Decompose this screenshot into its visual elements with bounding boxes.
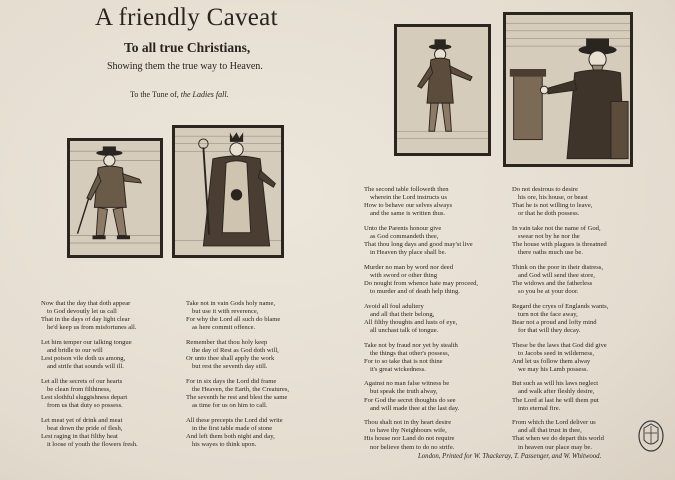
verse-line: but use it with reverence, [192, 308, 259, 316]
verse-line: And left them both night and day, [186, 432, 275, 440]
subtitle-dedication: To all true Christians, [124, 40, 251, 55]
verse-line: Do nought from whence hate may proceed, [364, 279, 479, 287]
verse-line: as time for us on him to call. [192, 402, 268, 410]
verse-line: All these precepts the Lord did write [186, 416, 283, 424]
verse-line: That he is not willing to leave, [512, 202, 593, 210]
verse-line: to have thy Neighbours wife, [370, 427, 447, 435]
woodcut-seated-bearded-man [503, 12, 633, 167]
verse-line: Unto the Parents honour give [364, 224, 442, 232]
verse-line: there oaths much use be. [518, 249, 584, 257]
stanza [186, 300, 289, 332]
verse-line: it's great wickedness. [370, 365, 426, 373]
verse-line: be clean from filthiness, [47, 385, 111, 393]
verse-line: we may his Lamb possess. [518, 365, 589, 373]
verse-line: the Heaven, the Earth, the Creatures, [192, 385, 290, 393]
stanza [364, 186, 478, 218]
woodcut-boy-figure [394, 24, 491, 156]
tune-line [130, 90, 229, 99]
verse-line: but rest the seventh day still. [192, 363, 268, 371]
verse-line: in heaven our place may be. [518, 443, 592, 451]
verse-line: All filthy thoughts and lusts of eye, [364, 318, 458, 326]
verse-line: Let him temper our talking tongue [41, 338, 132, 346]
verse-line: nor believe them to do no strife. [370, 443, 455, 451]
verse-line: Lest raging in that filthy heat [41, 432, 118, 440]
verse-line: and the same is written thus. [370, 210, 446, 218]
verse-line: For God the secret thoughts do see [364, 396, 456, 404]
stanza [512, 225, 608, 257]
verse-line: turn not the face away, [518, 310, 578, 318]
verse-line: in Heaven thy place shall be. [370, 249, 447, 257]
stanza [186, 339, 289, 371]
man-hat-illustration [70, 141, 160, 255]
verse-line: the day of Rest as God doth will, [192, 346, 279, 354]
stanza [512, 342, 608, 374]
library-stamp-icon [637, 418, 665, 454]
verse-line: and God will send thee store, [518, 271, 595, 279]
verse-line: Lest poison vile doth us among, [41, 355, 126, 363]
verse-line: Take not in vain Gods holy name, [186, 300, 276, 307]
verse-line: Bear not a proud and lofty mind [512, 318, 597, 326]
verse-line: Against no man false witness be [364, 380, 450, 388]
stanza [512, 419, 608, 451]
verse-line: he'd keep us from misfortunes all. [47, 324, 137, 332]
verse-line: and bridle to our will [47, 346, 103, 354]
verse-line: But such as will his laws neglect [512, 380, 599, 388]
verse-line: Let meat yet of drink and meat [41, 416, 123, 424]
verse-line: That in the days of day light clear [41, 316, 130, 324]
stanza [41, 378, 138, 410]
verse-line: from us that duty so possess. [47, 402, 123, 410]
stanza [512, 264, 608, 296]
verse-line: Now that the day that doth appear [41, 300, 131, 307]
woodcut-crowned-figure [172, 125, 284, 258]
verse-line: or that he doth possess. [518, 210, 580, 218]
seated-man-illustration [506, 15, 630, 164]
verse-line: and all that trust in thee, [518, 427, 582, 435]
stanza [364, 303, 478, 335]
verse-line: These be the laws that God did give [512, 341, 607, 349]
stanza [364, 380, 478, 412]
verse-line: into eternal fire. [518, 404, 561, 412]
verse-line: Regard the cryes of Englands wants, [512, 302, 609, 310]
tune-prefix: To the Tune of, [130, 90, 179, 99]
verse-line: to murder and of death help thing. [370, 288, 460, 296]
verse-line: The second table followeth then [364, 186, 449, 193]
verse-line: as God commandeth thee, [370, 232, 439, 240]
verse-column-1 [41, 300, 138, 456]
verse-column-3 [364, 186, 478, 458]
woodcut-man-hat [67, 138, 163, 258]
verse-line: it loose of youth the flowers fresh. [47, 440, 138, 448]
subtitle-description: Showing them the true way to Heaven. [107, 61, 263, 72]
verse-line: How to behave our selves always [364, 202, 453, 210]
verse-line: The widows and the fatherless [512, 279, 593, 287]
stanza [512, 380, 608, 412]
verse-line: For why the Lord all such do blame [186, 316, 281, 324]
verse-line: Remember that thou holy keep [186, 338, 268, 346]
verse-line: the things that other's possess, [370, 349, 450, 357]
verse-line: to Jacobs seed in wilderness, [518, 349, 594, 357]
verse-line: and will made thee at the last day. [370, 404, 460, 412]
verse-line: wherein the Lord instructs us [370, 194, 447, 202]
verse-line: beat down the pride of flesh, [47, 424, 123, 432]
stanza [364, 225, 478, 257]
verse-line: with sword or other thing [370, 271, 438, 279]
verse-line: Thou shalt not in thy heart desire [364, 419, 452, 427]
verse-line: his wayes to think upon. [192, 440, 257, 448]
verse-line: And let us follow them alway [512, 357, 591, 365]
verse-line: Do not desirous to desire [512, 186, 578, 193]
imprint-line: London, Printed for W. Thackeray, T. Passenger, and W. Whitwood. [418, 453, 602, 460]
verse-line: so you be at your door. [518, 288, 579, 296]
verse-line: all unchast talk of tongue. [370, 326, 439, 334]
verse-line: The Lord at last he will them put [512, 396, 599, 404]
crowned-figure-illustration [175, 128, 281, 255]
verse-line: Lest slothful sluggishness depart [41, 393, 128, 401]
verse-line: His house nor Land do not require [364, 435, 455, 443]
stanza [41, 339, 138, 371]
stanza [41, 417, 138, 449]
verse-line: as here commit offence. [192, 324, 256, 332]
boy-figure-illustration [397, 27, 488, 153]
verse-line: Think on the poor in their distress, [512, 263, 604, 271]
verse-line: Or unto thee shall apply the work [186, 355, 275, 363]
verse-line: The seventh he rest and blest the same [186, 393, 288, 401]
stanza [186, 417, 289, 449]
verse-line: and walk after fleshly desire, [518, 388, 595, 396]
verse-column-4 [512, 186, 608, 458]
verse-line: For in six days the Lord did frame [186, 377, 277, 385]
stanza [41, 300, 138, 332]
verse-line: Let all the secrets of our hearts [41, 377, 123, 385]
verse-line: and all that their belong, [370, 310, 435, 318]
verse-line: his ore, his house, or beast [518, 194, 588, 202]
verse-line: Avoid all foul adultery [364, 302, 424, 310]
stanza [512, 303, 608, 335]
verse-line: For to so take that is not thine [364, 357, 443, 365]
verse-line: The house with plagues is threatned [512, 241, 607, 249]
verse-line: In vain take not the name of God, [512, 224, 601, 232]
page-title: A friendly Caveat [95, 4, 278, 31]
stanza [512, 186, 608, 218]
stanza [364, 419, 478, 451]
verse-line: to God devoutly let us call [47, 308, 117, 316]
stanza [364, 342, 478, 374]
tune-name: the Ladies fall. [180, 90, 229, 99]
verse-line: but speak the truth alway, [370, 388, 438, 396]
stanza [186, 378, 289, 410]
verse-column-2 [186, 300, 289, 456]
verse-line: for that will they decay. [518, 326, 581, 334]
verse-line: and strife that sounds will ill. [47, 363, 124, 371]
verse-line: That when we do depart this world [512, 435, 604, 443]
verse-line: That thou long days and good may'st live [364, 241, 473, 249]
verse-line: in the first table made of stone [192, 424, 273, 432]
verse-line: swear not by he nor the [518, 232, 580, 240]
verse-line: From which the Lord deliver us [512, 419, 596, 427]
verse-line: Take not by fraud nor yet by stealth [364, 341, 458, 349]
stanza [364, 264, 478, 296]
verse-line: Murder no man by word nor deed [364, 263, 453, 271]
